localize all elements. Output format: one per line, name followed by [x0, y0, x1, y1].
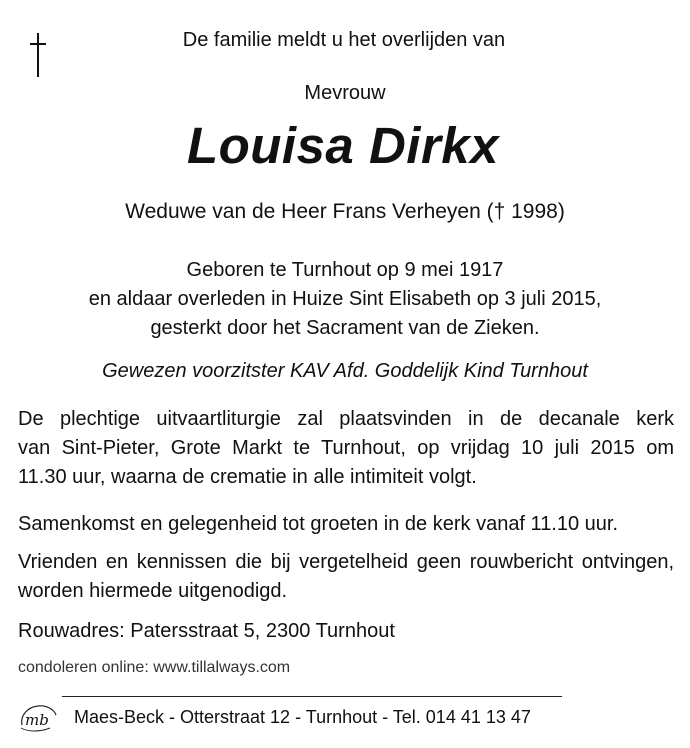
birth-line: Geboren te Turnhout op 9 mei 1917	[186, 259, 504, 281]
title-word: Mevrouw	[304, 82, 386, 104]
friends-line: worden hiermede uitgenodigd.	[18, 580, 288, 602]
birth-death-block	[0, 256, 690, 343]
death-line: en aldaar overleden in Huize Sint Elisabeth op 3 juli 2015,	[88, 288, 602, 310]
logo-text: mb	[25, 711, 49, 729]
mourning-address: Rouwadres: Patersstraat 5, 2300 Turnhout	[18, 620, 395, 642]
friends-line: Vrienden en kennissen die bij vergetelheid geen rouwbericht ontvingen,	[18, 551, 674, 573]
gathering-paragraph: Samenkomst en gelegenheid tot groeten in de kerk vanaf 11.10 uur.	[18, 513, 619, 535]
ceremony-line: De plechtige uitvaartliturgie zal plaatsvinden in de decanale kerk	[18, 408, 674, 430]
funeral-home-info: Maes-Beck - Otterstraat 12 - Turnhout - Tel. 014 41 13 47	[74, 707, 531, 727]
funeral-home-logo	[16, 701, 60, 735]
ceremony-line: van Sint-Pieter, Grote Markt te Turnhout, op vrijdag 10 juli 2015 om	[18, 437, 674, 459]
intro-text: De familie meldt u het overlijden van	[182, 29, 506, 51]
sacrament-line: gesterkt door het Sacrament van de Zieken.	[150, 317, 540, 339]
footer-divider	[62, 696, 562, 697]
deceased-name: Louisa Dirkx	[186, 117, 500, 174]
ceremony-paragraph	[18, 405, 674, 492]
condolence-link[interactable]: condoleren online: www.tillalways.com	[18, 659, 291, 676]
widow-line: Weduwe van de Heer Frans Verheyen († 1998)	[125, 200, 565, 223]
ceremony-line: 11.30 uur, waarna de crematie in alle intimiteit volgt.	[18, 466, 477, 488]
friends-paragraph	[18, 548, 674, 606]
role-line: Gewezen voorzitster KAV Afd. Goddelijk Kind Turnhout	[102, 360, 588, 382]
